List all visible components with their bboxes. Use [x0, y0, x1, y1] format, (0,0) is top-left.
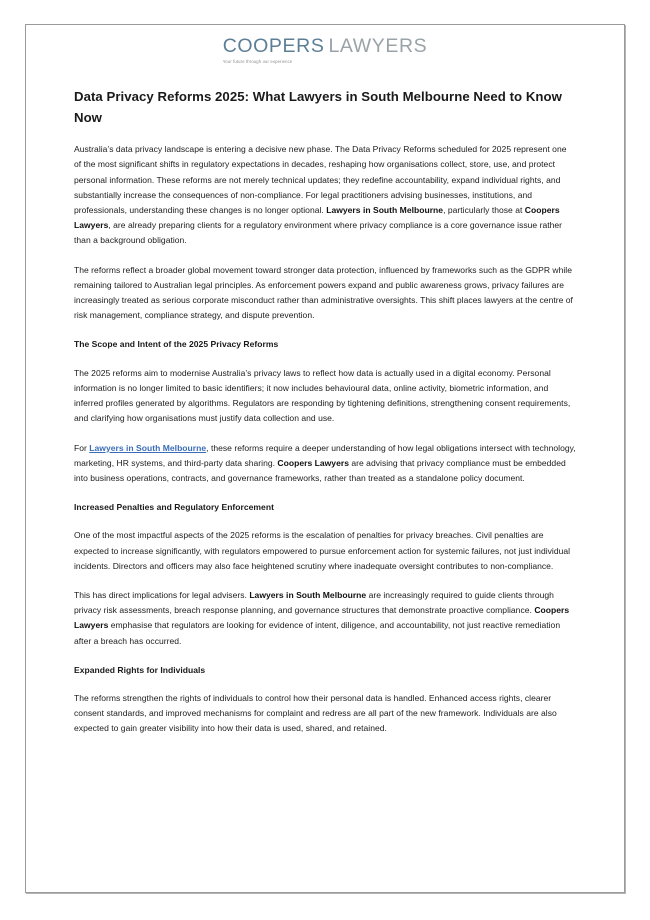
scope-paragraph — [74, 366, 576, 427]
individual-rights-paragraph — [74, 691, 576, 737]
paragraph-text: Australia’s data privacy landscape is entering a decisive new phase. The Data Privacy Reforms scheduled for 2025 represent one of the most significant shifts in regulatory expectations in decades, reshaping how organisations collect, store, use, and protect personal information. These reforms are not merely technical updates; they redefine accountability, expand individual rights, and substantially increase the consequences of non-compliance. For legal practitioners advising businesses, institutions, and professionals, understanding these changes is no longer optional. — [74, 144, 567, 216]
logo-word-coopers: COOPERS — [222, 35, 325, 57]
paragraph-text: The reforms strengthen the rights of individuals to control how their personal data is handled. Enhanced access rights, clearer consent standards, and improved mechanisms for complaint and redress are all part of the new framework. Individuals are also expected to gain greater visibility into how their data is used, shared, and retained. — [74, 692, 557, 734]
paragraph-text: , these reforms require a deeper understanding of how legal obligations intersect with technology, marketing, HR systems, and third-party data sharing. — [74, 442, 576, 468]
paragraph-text: emphasise that regulators are looking for evidence of intent, diligence, and accountability, not just reactive remediation after a breach has occurred. — [74, 620, 561, 646]
paragraph-text: The reforms reflect a broader global movement toward stronger data protection, influenced by frameworks such as the GDPR while remaining tailored to Australian legal principles. As enforcement powers expand and public awareness grows, privacy failures are increasingly treated as serious corporate misconduct rather than administrative oversights. This shift places lawyers at the centre of risk management, compliance strategy, and dispute prevention. — [74, 264, 573, 321]
penalties-paragraph — [74, 528, 576, 574]
implications-paragraph — [74, 588, 576, 649]
emphasis-text: Coopers Lawyers — [74, 605, 570, 631]
emphasis-text: Coopers Lawyers — [74, 205, 560, 231]
intro-paragraph — [74, 142, 576, 248]
coopers-lawyers-logo — [223, 37, 428, 64]
emphasis-text: Coopers Lawyers — [277, 457, 349, 468]
paragraph-text: This has direct implications for legal advisers. — [74, 589, 250, 600]
paragraph-text: The 2025 reforms aim to modernise Australia’s privacy laws to reflect how data is actually used in a digital economy. Personal information is no longer limited to basic identifiers; it now includes behavioural data, online activity, biometric information, and inferred profiles generated by algorithms. Regulators are responding by tightening definitions, strengthening consent requirements, and clarifying how organisations must justify data collection and use. — [74, 367, 571, 424]
heading-increased-penalties: Increased Penalties and Regulatory Enforcement — [74, 502, 274, 513]
document-body — [74, 142, 576, 736]
heading-scope-and-intent: The Scope and Intent of the 2025 Privacy Reforms — [74, 339, 279, 350]
global-context-paragraph — [74, 263, 576, 324]
letterhead — [74, 25, 576, 80]
page-title: Data Privacy Reforms 2025: What Lawyers in South Melbourne Need to Know Now — [74, 88, 562, 125]
link-paragraph — [74, 441, 576, 487]
paragraph-text: For — [74, 442, 90, 453]
logo-word-lawyers: LAWYERS — [328, 35, 428, 57]
page-content-area — [26, 25, 624, 737]
paragraph-text: are advising that privacy compliance must be embedded into business operations, contracts, and governance frameworks, rather than treated as a standalone policy document. — [74, 457, 566, 483]
heading-expanded-rights: Expanded Rights for Individuals — [74, 664, 206, 675]
emphasis-text: Lawyers in South Melbourne — [326, 205, 444, 216]
paragraph-text: , particularly those at — [443, 205, 525, 216]
paragraph-text: One of the most impactful aspects of the 2025 reforms is the escalation of penalties for privacy breaches. Civil penalties are expected to increase significantly, with regulators empowered to pursue enforcement action for systemic failures, not just individual incidents. Directors and officers may also face heightened scrutiny where inadequate oversight contributes to non-compliance. — [74, 530, 571, 571]
logo-tagline: Your future through our experience — [222, 58, 293, 64]
paragraph-text: are increasingly required to guide clients through privacy risk assessments, breach response planning, and governance structures that demonstrate proactive compliance. — [74, 589, 554, 616]
emphasis-text: Lawyers in South Melbourne — [249, 589, 367, 600]
document-page — [25, 24, 625, 893]
paragraph-text: , are already preparing clients for a regulatory environment where privacy compliance is a core governance issue rather than a background obligation. — [74, 220, 563, 246]
inline-link[interactable]: Lawyers in South Melbourne — [89, 442, 207, 453]
logo-wordmark — [223, 37, 428, 57]
